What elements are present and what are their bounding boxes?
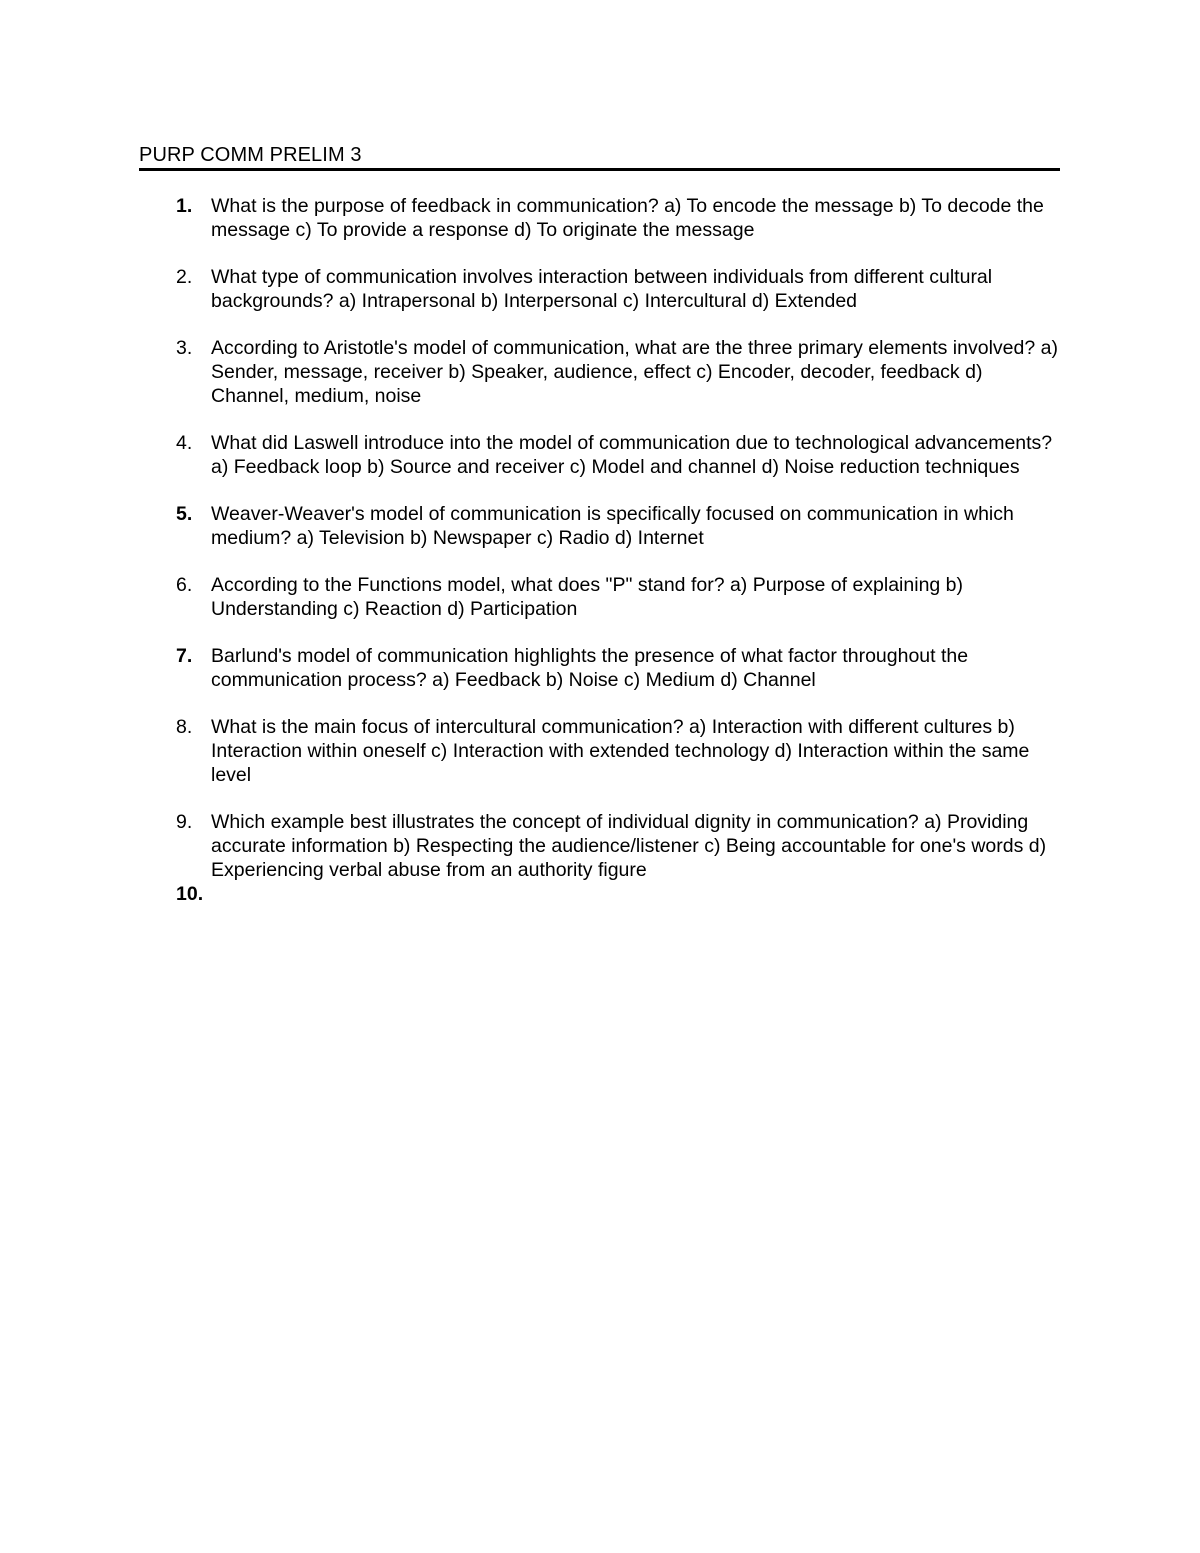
document-title: PURP COMM PRELIM 3 [139,144,362,166]
question-item [139,882,1060,906]
question-number: 5. [176,503,193,525]
question-item [139,644,1060,692]
question-item [139,810,1060,882]
question-number: 4. [176,432,193,454]
question-item [139,194,1060,242]
question-text: What did Laswell introduce into the model of communication due to technological advancements? a) Feedback loop b) Source and receiver c) Model and channel d) Noise reduction techniques [211,432,1053,478]
question-item [139,573,1060,621]
question-text: According to the Functions model, what does "P" stand for? a) Purpose of explaining b) Understanding c) Reaction d) Participation [211,574,964,620]
question-text [211,882,1060,906]
title-underline [139,168,1060,171]
question-text: Which example best illustrates the concept of individual dignity in communication? a) Providing accurate information b) Respecting the audience/listener c) Being accountable for one's words d) Experiencing verbal abuse from an authority figure [211,811,1047,881]
question-number: 6. [176,574,193,596]
question-item [139,715,1060,787]
question-item [139,265,1060,313]
question-text: What is the main focus of intercultural communication? a) Interaction with different cultures b) Interaction within oneself c) Interaction with extended technology d) Interaction within the same level [211,716,1030,786]
question-number: 10. [176,883,204,905]
question-text: What is the purpose of feedback in communication? a) To encode the message b) To decode the message c) To provide a response d) To originate the message [211,195,1044,241]
question-number: 8. [176,716,193,738]
question-number: 3. [176,337,193,359]
question-item [139,336,1060,408]
question-text: Weaver-Weaver's model of communication is specifically focused on communication in which medium? a) Television b) Newspaper c) Radio d) Internet [211,503,1014,549]
question-text: Barlund's model of communication highlights the presence of what factor throughout the communication process? a) Feedback b) Noise c) Medium d) Channel [211,645,969,691]
question-text: What type of communication involves interaction between individuals from different cultural backgrounds? a) Intrapersonal b) Interpersonal c) Intercultural d) Extended [211,266,993,312]
question-number: 7. [176,645,193,667]
question-number: 1. [176,195,193,217]
question-item [139,502,1060,550]
question-list [139,194,1060,906]
question-text: According to Aristotle's model of communication, what are the three primary elements involved? a) Sender, message, receiver b) Speaker, audience, effect c) Encoder, decoder, feedback d) Channel, medium, noise [211,337,1058,407]
question-item [139,431,1060,479]
question-number: 2. [176,266,193,288]
question-number: 9. [176,811,193,833]
